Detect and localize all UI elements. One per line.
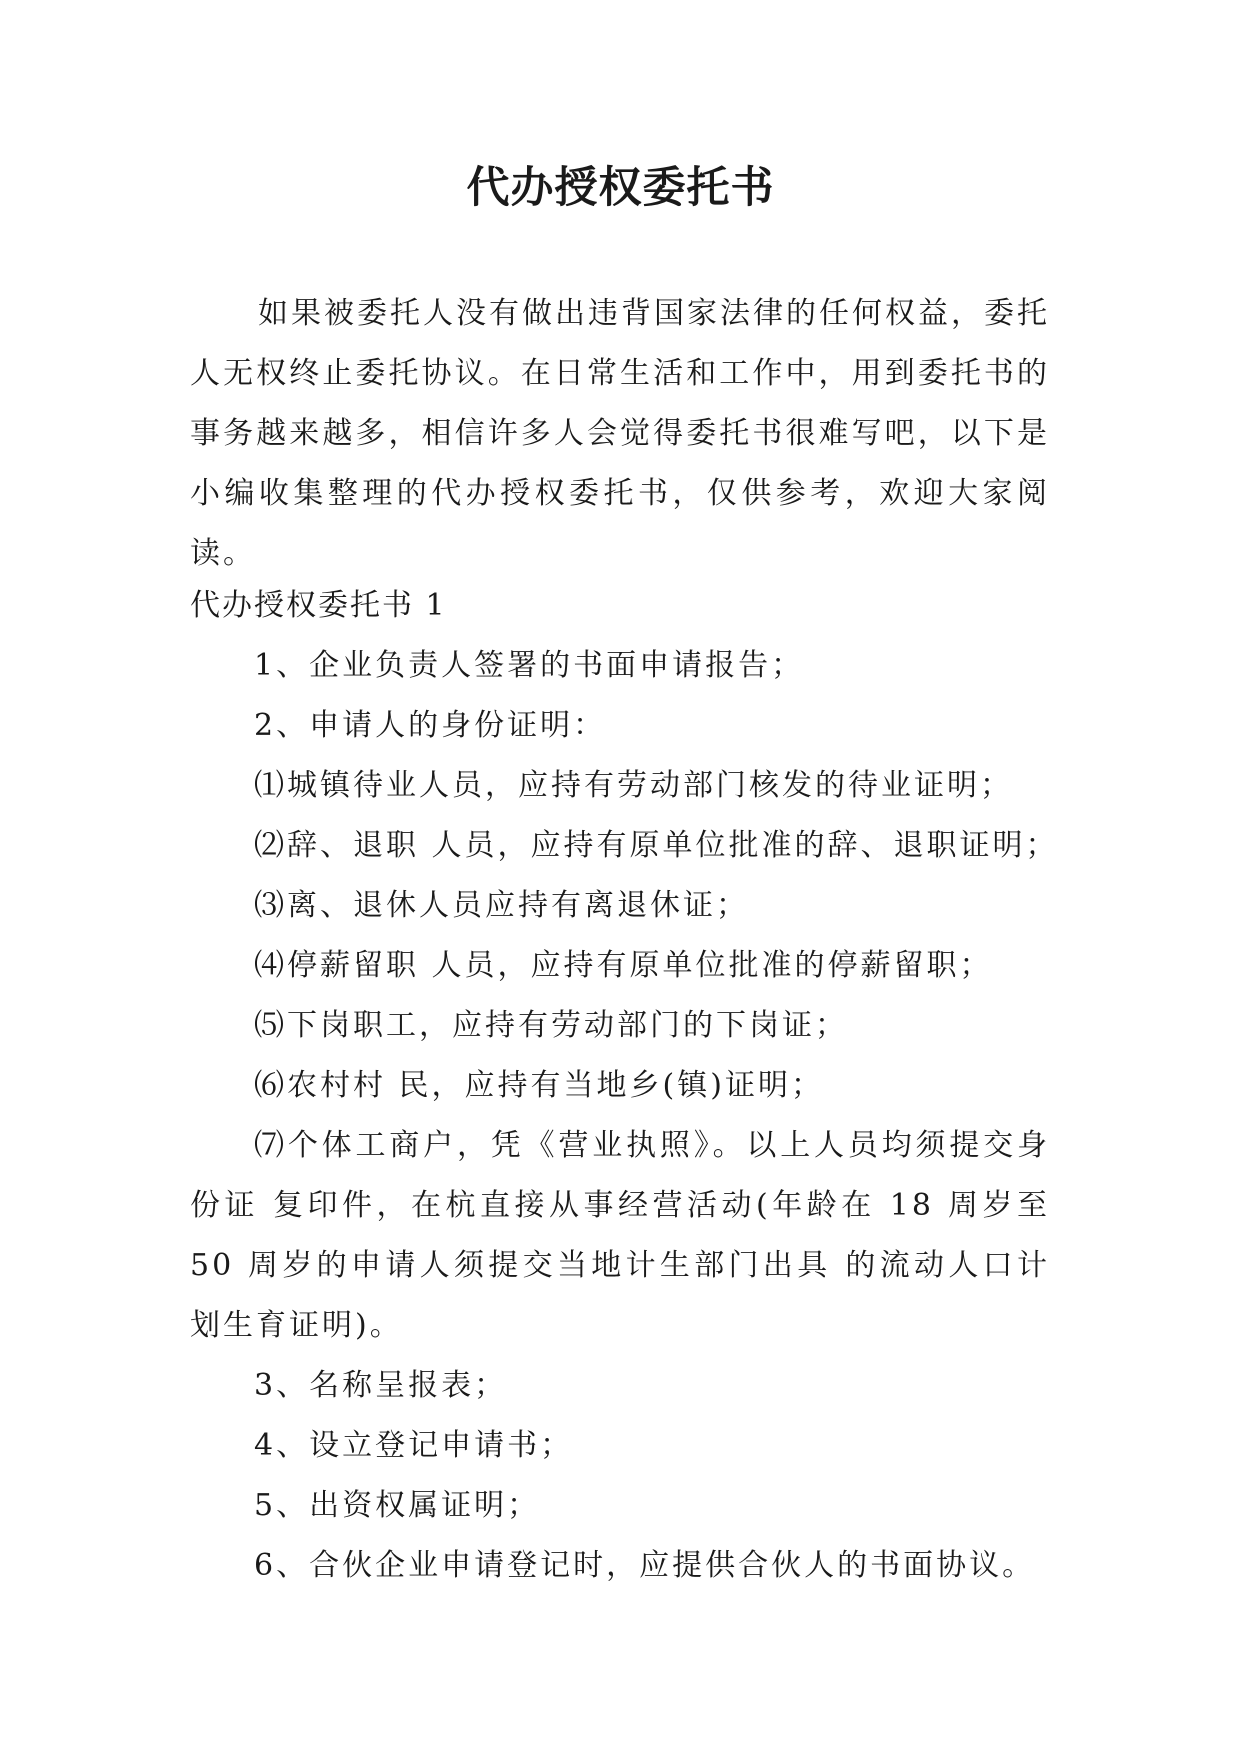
list-item: 1、企业负责人签署的书面申请报告； bbox=[254, 648, 805, 683]
intro-paragraph: 如果被委托人没有做出违背国家法律的任何权益，委托人无权终止委托协议。在日常生活和工作中，用到委托书的事务越来越多，相信许多人会觉得委托书很难写吧，以下是小编收集整理的代办授权委托书，仅供参考，欢迎大家阅读。 bbox=[190, 296, 1050, 571]
list-item: 5、出资权属证明； bbox=[254, 1488, 541, 1523]
list-item: ⑵辞、退职 人员，应持有原单位批准的辞、退职证明； bbox=[254, 828, 1059, 863]
section-title: 代办授权委托书 1 bbox=[190, 588, 447, 623]
list-item: ⑷停薪留职 人员，应持有原单位批准的停薪留职； bbox=[254, 948, 993, 983]
list-item: ⑶离、退休人员应持有离退休证； bbox=[254, 888, 749, 923]
list-item: 2、申请人的身份证明： bbox=[254, 708, 607, 743]
list-item: 4、设立登记申请书； bbox=[254, 1428, 574, 1463]
list-item: 6、合伙企业申请登记时，应提供合伙人的书面协议。 bbox=[254, 1548, 1036, 1583]
list-item: 3、名称呈报表； bbox=[254, 1368, 508, 1403]
requirements-list bbox=[190, 636, 1070, 1596]
list-item: ⑹农村村 民，应持有当地乡(镇)证明； bbox=[254, 1068, 824, 1103]
list-item: ⑺个体工商户，凭《营业执照》。以上人员均须提交身份证 复印件，在杭直接从事经营活动(年龄在 18 周岁至 50 周岁的申请人须提交当地计生部门出具 的流动人口计划生育证明)。 bbox=[190, 1128, 1050, 1343]
document-title: 代办授权委托书 bbox=[466, 163, 775, 213]
list-item: ⑴城镇待业人员，应持有劳动部门核发的待业证明； bbox=[254, 768, 1013, 803]
list-item: ⑸下岗职工，应持有劳动部门的下岗证； bbox=[254, 1008, 848, 1043]
